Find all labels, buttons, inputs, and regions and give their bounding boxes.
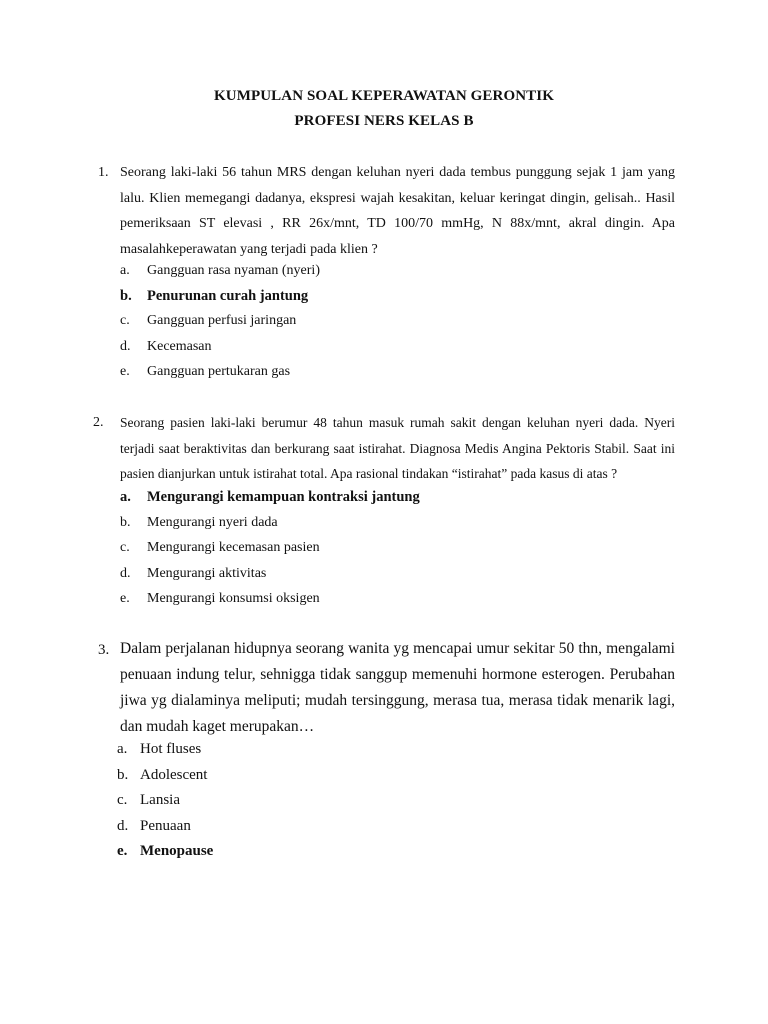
option-letter: e. (120, 591, 130, 606)
option-c (0, 313, 768, 337)
option-letter: c. (120, 313, 130, 328)
option-e-answer (0, 843, 768, 867)
question-number: 2. (93, 415, 104, 430)
question-text: Seorang laki-laki 56 tahun MRS dengan keluhan nyeri dada tembus punggung sejak 1 jam yang lalu. Klien memegangi dadanya, ekspresi wajah kesakitan, keluar keringat dingin, gelisah.. Hasil pemeriksaan ST elevasi , RR 26x/mnt, TD 100/70 mmHg, N 88x/mnt, akral dingin. Apa masalahkeperawatan yang terjadi pada klien ? (120, 165, 675, 257)
option-a (0, 263, 768, 287)
option-text: Gangguan pertukaran gas (147, 364, 291, 379)
option-letter: d. (120, 339, 131, 354)
option-b (0, 767, 768, 791)
option-letter: a. (117, 741, 128, 757)
option-text: Adolescent (140, 767, 208, 783)
question-number: 3. (98, 642, 110, 658)
option-letter: a. (120, 263, 130, 278)
question-text: Dalam perjalanan hidupnya seorang wanita yg mencapai umur sekitar 50 thn, mengalami penuaan indung telur, sehnigga tidak sanggup memenuhi hormone esterogen. Perubahan jiwa yg dialaminya meliputi; mudah tersinggung, merasa tua, merasa tidak menarik lagi, dan mudah kaget merupakan… (120, 640, 675, 735)
option-letter: c. (120, 540, 130, 555)
option-d (0, 818, 768, 842)
option-c (0, 792, 768, 816)
option-b (0, 515, 768, 539)
option-a-answer (0, 489, 768, 513)
option-letter: b. (120, 515, 131, 530)
option-text: Mengurangi kecemasan pasien (147, 540, 320, 555)
option-text: Mengurangi nyeri dada (147, 515, 278, 530)
option-b-answer (0, 288, 768, 312)
question-text: Seorang pasien laki-laki berumur 48 tahun masuk rumah sakit dengan keluhan nyeri dada. Nyeri terjadi saat beraktivitas dan berkurang saat istirahat. Diagnosa Medis Angina Pektoris Stabil. Saat ini pasien dianjurkan untuk istirahat total. Apa rasional tindakan “istirahat” pada kasus di atas ? (120, 415, 675, 481)
option-text: Penurunan curah jantung (147, 288, 309, 304)
option-a (0, 741, 768, 765)
option-letter: b. (120, 288, 132, 304)
document-subtitle: PROFESI NERS KELAS B (294, 113, 474, 129)
option-text: Gangguan rasa nyaman (nyeri) (147, 263, 320, 278)
option-d (0, 566, 768, 590)
option-text: Gangguan perfusi jaringan (147, 313, 297, 328)
option-e (0, 364, 768, 388)
option-text: Hot fluses (140, 741, 202, 757)
option-text: Mengurangi kemampuan kontraksi jantung (147, 489, 420, 505)
option-text: Kecemasan (147, 339, 212, 354)
option-letter: e. (120, 364, 130, 379)
option-e (0, 591, 768, 615)
question-number: 1. (98, 165, 109, 180)
option-text: Penuaan (140, 818, 191, 834)
option-letter: c. (117, 792, 128, 808)
option-c (0, 540, 768, 564)
option-text: Mengurangi konsumsi oksigen (147, 591, 320, 606)
option-d (0, 339, 768, 363)
option-letter: d. (117, 818, 129, 834)
option-letter: a. (120, 489, 131, 505)
option-text: Mengurangi aktivitas (147, 566, 267, 581)
option-letter: b. (117, 767, 129, 783)
document-title: KUMPULAN SOAL KEPERAWATAN GERONTIK (214, 88, 554, 104)
option-text: Menopause (140, 843, 214, 859)
option-text: Lansia (140, 792, 180, 808)
option-letter: e. (117, 843, 128, 859)
option-letter: d. (120, 566, 131, 581)
